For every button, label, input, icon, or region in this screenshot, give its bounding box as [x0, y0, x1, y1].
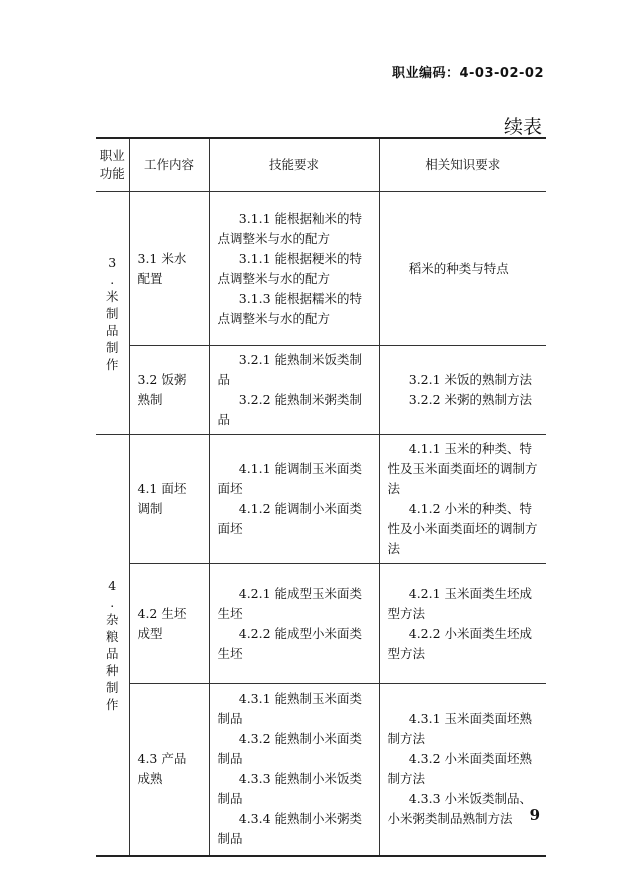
table-header-row	[96, 138, 546, 192]
knowledge-item: 3.2.2 米粥的熟制方法	[408, 392, 533, 407]
skill-item: 4.3.3 能熟制小米饭类制品	[217, 771, 363, 807]
header-skills: 技能要求	[209, 138, 379, 192]
work-content-cell	[129, 435, 209, 564]
work-content-cell	[129, 684, 209, 856]
skill-item: 3.1.3 能根据糯米的特点调整米与水的配方	[217, 290, 363, 326]
skill-requirements-cell	[209, 192, 379, 346]
function-char: 制	[105, 305, 119, 321]
work-content-text: 3.1 米水配置	[137, 250, 187, 286]
knowledge-item: 4.3.2 小米面类面坯熟制方法	[387, 751, 533, 787]
continued-label: 续表	[503, 116, 542, 138]
work-content-text: 4.3 产品成熟	[137, 751, 187, 787]
knowledge-item: 4.2.2 小米面类生坯成型方法	[387, 625, 533, 661]
table-row	[96, 684, 546, 856]
knowledge-requirements-cell	[379, 192, 546, 346]
skill-item: 3.2.1 能熟制米饭类制品	[217, 352, 363, 387]
table-row	[96, 564, 546, 684]
knowledge-requirements-cell	[379, 564, 546, 684]
function-char: 品	[105, 322, 119, 338]
skill-item: 3.2.2 能熟制米粥类制品	[217, 392, 363, 427]
table-row	[96, 346, 546, 435]
knowledge-item: 4.1.1 玉米的种类、特性及玉米面类面坯的调制方法	[387, 441, 538, 496]
work-content-cell	[129, 564, 209, 684]
skill-item: 4.3.2 能熟制小米面类制品	[217, 731, 363, 767]
occupation-code: 职业编码：4-03-02-02	[391, 66, 544, 81]
skill-item: 4.3.1 能熟制玉米面类制品	[217, 691, 363, 727]
function-char: 杂	[105, 611, 119, 627]
function-char: .	[110, 271, 115, 287]
function-char: 种	[105, 662, 119, 678]
knowledge-requirements-cell	[379, 684, 546, 856]
work-content-cell	[129, 346, 209, 435]
skill-requirements-cell	[209, 564, 379, 684]
work-content-text: 3.2 饭粥熟制	[137, 372, 187, 407]
knowledge-item: 4.1.2 小米的种类、特性及小米面类面坯的调制方法	[387, 501, 538, 556]
function-char: 制	[105, 679, 119, 695]
page-number: 9	[529, 806, 540, 824]
header-function: 职业功能	[96, 138, 129, 192]
skill-requirements-cell	[209, 684, 379, 856]
knowledge-item: 4.2.1 玉米面类生坯成型方法	[387, 585, 533, 621]
knowledge-requirements-cell	[379, 435, 546, 564]
function-cell	[96, 435, 129, 856]
work-content-cell	[129, 192, 209, 346]
skill-item: 4.1.1 能调制玉米面类面坯	[217, 461, 363, 496]
function-char: 作	[105, 356, 119, 372]
skill-item: 4.2.2 能成型小米面类生坯	[217, 625, 363, 661]
knowledge-item: 3.2.1 米饭的熟制方法	[408, 372, 533, 387]
skill-item: 3.1.1 能根据籼米的特点调整米与水的配方	[217, 210, 363, 246]
function-char: 米	[105, 288, 119, 304]
skill-item: 3.1.1 能根据粳米的特点调整米与水的配方	[217, 250, 363, 286]
function-char: .	[110, 594, 115, 610]
table-row	[96, 435, 546, 564]
skill-item: 4.1.2 能调制小米面类面坯	[217, 501, 363, 536]
skill-item: 4.2.1 能成型玉米面类生坯	[217, 585, 363, 621]
skill-item: 4.3.4 能熟制小米粥类制品	[217, 811, 363, 847]
function-char: 作	[105, 696, 119, 712]
function-char: 4	[108, 577, 117, 593]
header-knowledge: 相关知识要求	[379, 138, 546, 192]
function-char: 制	[105, 339, 119, 355]
header-work: 工作内容	[129, 138, 209, 192]
function-cell	[96, 192, 129, 435]
work-content-text: 4.2 生坯成型	[137, 605, 187, 641]
function-char: 品	[105, 645, 119, 661]
skills-table	[96, 137, 546, 857]
knowledge-item: 4.3.3 小米饭类制品、小米粥类制品熟制方法	[387, 791, 533, 827]
knowledge-item: 4.3.1 玉米面类面坯熟制方法	[387, 711, 533, 747]
table-row	[96, 192, 546, 346]
knowledge-requirements-cell	[379, 346, 546, 435]
work-content-text: 4.1 面坯调制	[137, 481, 187, 516]
knowledge-item: 稻米的种类与特点	[408, 260, 509, 276]
skill-requirements-cell	[209, 346, 379, 435]
function-char: 3	[108, 254, 117, 270]
skill-requirements-cell	[209, 435, 379, 564]
function-char: 粮	[105, 628, 119, 644]
